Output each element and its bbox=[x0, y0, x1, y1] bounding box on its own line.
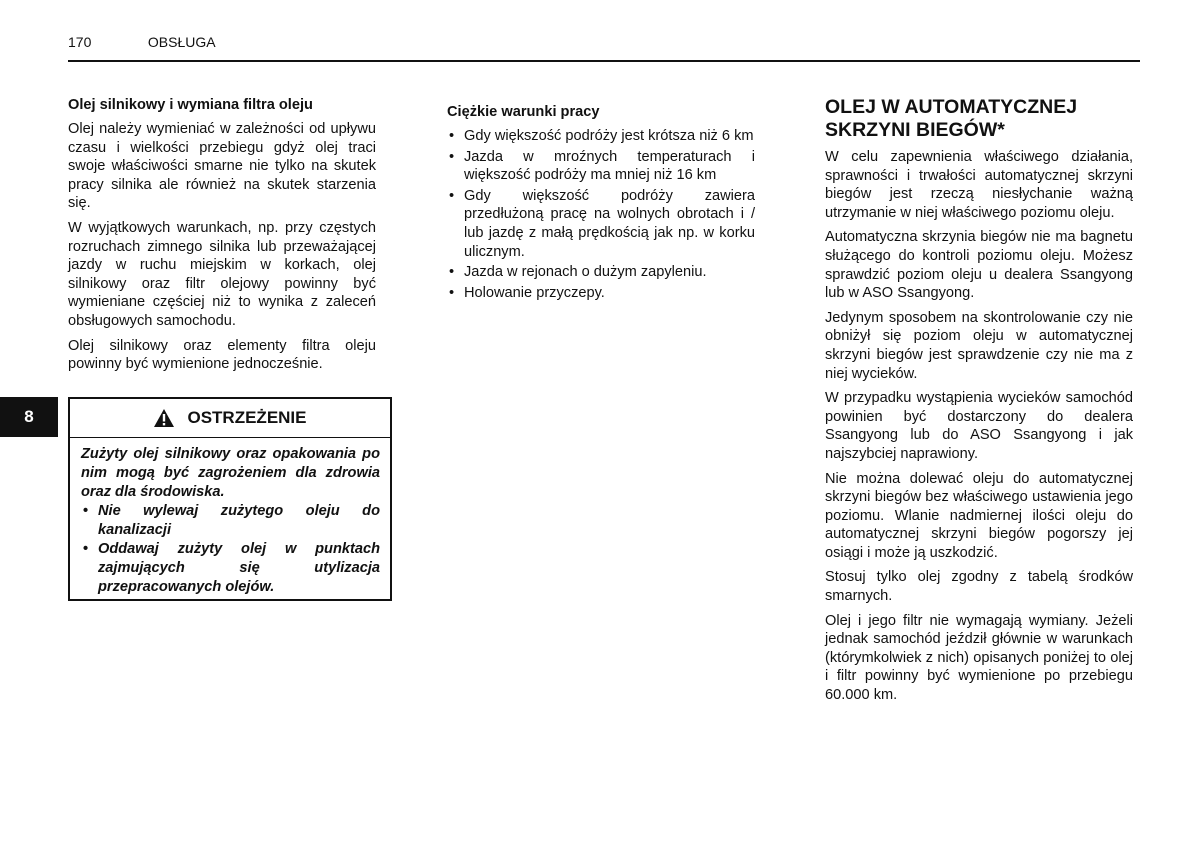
warning-triangle-icon bbox=[153, 408, 175, 428]
severe-conditions-list bbox=[447, 127, 755, 302]
page-header bbox=[68, 34, 216, 50]
warning-box bbox=[68, 397, 392, 601]
list-item: • Gdy większość podróży jest krótsza niż 6 km bbox=[447, 127, 755, 146]
oil-change-heading: Olej silnikowy i wymiana filtra oleju bbox=[68, 97, 313, 113]
paragraph: W celu zapewnienia właściwego działania, sprawności i trwałości automatycznej skrzyni biegów jest rzeczą niesłychanie ważną utrzymanie w niej właściwego poziomu oleju. bbox=[825, 149, 1133, 221]
severe-conditions-heading: Ciężkie warunki pracy bbox=[447, 104, 600, 120]
paragraph: Olej należy wymieniać w zależności od upływu czasu i wielkości przebiegu gdyż olej traci swoje właściwości smarne nie tylko na skutek pracy silnika ale również na skutek starzenia się. bbox=[68, 121, 376, 212]
warning-header bbox=[70, 399, 390, 438]
paragraph: W wyjątkowych warunkach, np. przy częstych rozruchach zimnego silnika lub przeważającej jazdy w ruchu miejskim w korkach, olej silnikowy oraz filtr olejowy powinny być wymieniane częściej niż to wynika z zaleceń obsługowych samochodu. bbox=[68, 219, 376, 329]
list-item: • Jazda w mroźnych temperaturach i większość podróży ma mniej niż 16 km bbox=[447, 148, 755, 185]
page-number: 170 bbox=[68, 34, 92, 50]
header-divider bbox=[68, 60, 1140, 62]
paragraph: Olej silnikowy oraz elementy filtra oleju powinny być wymienione jednocześnie. bbox=[68, 337, 376, 373]
list-item: • Oddawaj zużyty olej w punktach zajmujących się utylizacja przepracowanych olejów. bbox=[81, 540, 380, 597]
paragraph: Stosuj tylko olej zgodny z tabelą środków smarnych. bbox=[825, 569, 1133, 605]
automatic-transmission-heading: OLEJ W AUTOMATYCZNEJ SKRZYNI BIEGÓW* bbox=[825, 96, 1078, 141]
paragraph: Nie można dolewać oleju do automatycznej skrzyni biegów bez właściwego ustawienia jego poziomu. Wlanie nadmiernej ilości oleju do automatycznej skrzyni biegów pogorszy jej osiągi i może ją uszkodzić. bbox=[825, 470, 1133, 561]
middle-column bbox=[447, 103, 755, 304]
section-title: OBSŁUGA bbox=[147, 34, 216, 50]
list-item: • Jazda w rejonach o dużym zapyleniu. bbox=[447, 263, 755, 282]
chapter-tab: 8 bbox=[0, 397, 58, 437]
paragraph: Jedynym sposobem na skontrolowanie czy nie obniżył się poziom oleju w automatycznej skrzyni biegów jest sprawdzenie czy nie ma z niej wycieków. bbox=[825, 309, 1133, 382]
list-item: • Holowanie przyczepy. bbox=[447, 284, 755, 303]
paragraph: Olej i jego filtr nie wymagają wymiany. Jeżeli jednak samochód jeździł głównie w warunkach (którymkolwiek z nich) opisanych poniżej to olej i filtr powinny być wymienione po przebiegu 60.000 km. bbox=[825, 612, 1133, 704]
paragraph: Automatyczna skrzynia biegów nie ma bagnetu służącego do kontroli poziomu oleju. Możesz sprawdzić poziom oleju u dealera Ssangyong lub w ASO Ssangyong. bbox=[825, 229, 1133, 302]
paragraph: W przypadku wystąpienia wycieków samochód powinien być dostarczony do dealera Ssangyong lub do ASO Ssangyong i jak najszybciej naprawiony. bbox=[825, 390, 1133, 462]
warning-list bbox=[81, 502, 380, 597]
warning-intro: Zużyty olej silnikowy oraz opakowania po nim mogą być zagrożeniem dla zdrowia oraz dla środowiska. bbox=[81, 446, 380, 500]
list-item: • Nie wylewaj zużytego oleju do kanalizacji bbox=[81, 502, 380, 540]
left-column bbox=[68, 96, 376, 380]
warning-body bbox=[70, 438, 390, 597]
right-column bbox=[825, 96, 1133, 711]
list-item: • Gdy większość podróży zawiera przedłużoną pracę na wolnych obrotach i / lub jazdę z małą prędkością jak np. w korku ulicznym. bbox=[447, 187, 755, 261]
warning-title: OSTRZEŻENIE bbox=[187, 408, 307, 427]
